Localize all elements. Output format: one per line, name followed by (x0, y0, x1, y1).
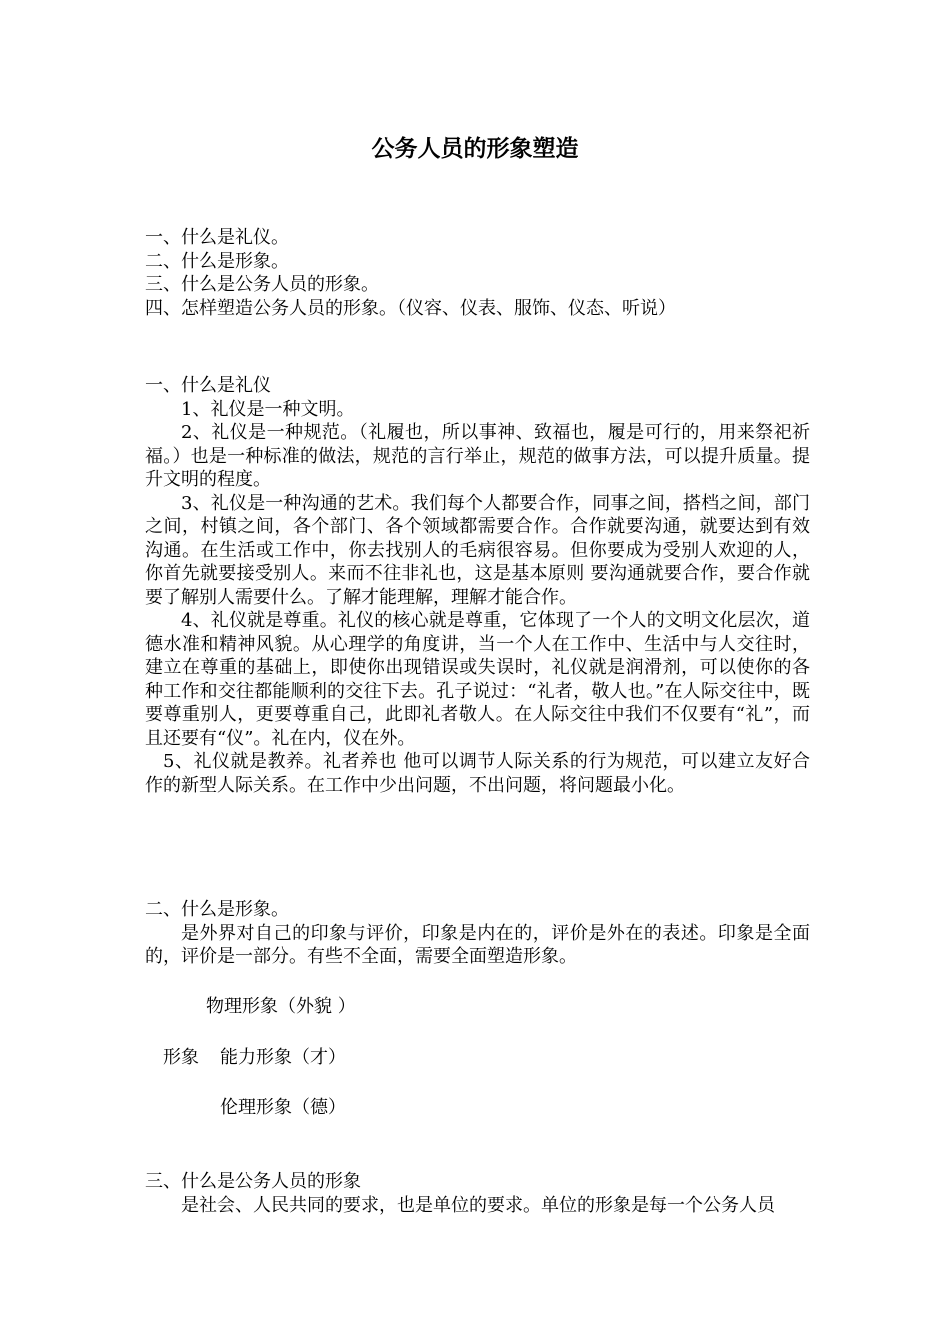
diagram-ability-image: 能力形象（才） (220, 1047, 346, 1068)
paragraph: 3、礼仪是一种沟通的艺术。我们每个人都要合作，同事之间，搭档之间，部门之间，村镇之间，各个部门、各个领域都需要合作。合作就要沟通，就要达到有效沟通。在生活或工作中，你去找别人的毛病很容易。但你要成为受别人欢迎的人，你首先就要接受别人。来而不往非礼也，这是基本原则 要沟通就要合作，要合作就要了解别人需要什么。了解才能理解，理解才能合作。 (145, 492, 810, 608)
paragraph: 2、礼仪是一种规范。（礼履也，所以事神、致福也，履是可行的，用来祭祀祈福。）也是一种标准的做法，规范的言行举止，规范的做事方法，可以提升质量。提升文明的程度。 (145, 422, 810, 490)
paragraph: 是外界对自己的印象与评价，印象是内在的，评价是外在的表述。印象是全面的，评价是一部分。有些不全面，需要全面塑造形象。 (145, 922, 810, 967)
outline-item: 三、什么是公务人员的形象。 (145, 274, 379, 295)
section-etiquette (145, 374, 810, 797)
section-image (145, 898, 810, 969)
page-title: 公务人员的形象塑造 (371, 135, 579, 162)
diagram-root-label: 形象 (163, 1047, 199, 1068)
outline-item: 一、什么是礼仪。 (145, 227, 289, 248)
section-heading: 一、什么是礼仪 (145, 375, 271, 396)
paragraph: 5、礼仪就是教养。礼者养也 他可以调节人际关系的行为规范，可以建立友好合作的新型人际关系。在工作中少出问题，不出问题，将问题最小化。 (145, 751, 810, 796)
paragraph: 1、礼仪是一种文明。 (181, 398, 355, 420)
section-civil-servant-image (145, 1170, 810, 1217)
section-heading: 二、什么是形象。 (145, 899, 289, 920)
diagram-physical-image: 物理形象（外貌 ） (206, 996, 356, 1017)
paragraph: 4、礼仪就是尊重。礼仪的核心就是尊重，它体现了一个人的文明文化层次，道德水准和精神风貌。从心理学的角度讲，当一个人在工作中、生活中与人交往时，建立在尊重的基础上，即使你出现错误或失误时，礼仪就是润滑剂，可以使你的各种工作和交往都能顺利的交往下去。孔子说过：“礼者，敬人也。”在人际交往中，既要尊重别人，更要尊重自己，此即礼者敬人。在人际交往中我们不仅要有“礼”，而且还要有“仪”。礼在内，仪在外。 (145, 610, 810, 749)
diagram-ethical-image: 伦理形象（德） (220, 1097, 346, 1118)
outline-item: 二、什么是形象。 (145, 250, 289, 272)
paragraph: 是社会、人民共同的要求，也是单位的要求。单位的形象是每一个公务人员 (181, 1194, 775, 1216)
outline-list (145, 226, 810, 320)
section-heading: 三、什么是公务人员的形象 (145, 1171, 361, 1192)
outline-item: 四、怎样塑造公务人员的形象。（仪容、仪表、服饰、仪态、听说） (145, 297, 676, 319)
